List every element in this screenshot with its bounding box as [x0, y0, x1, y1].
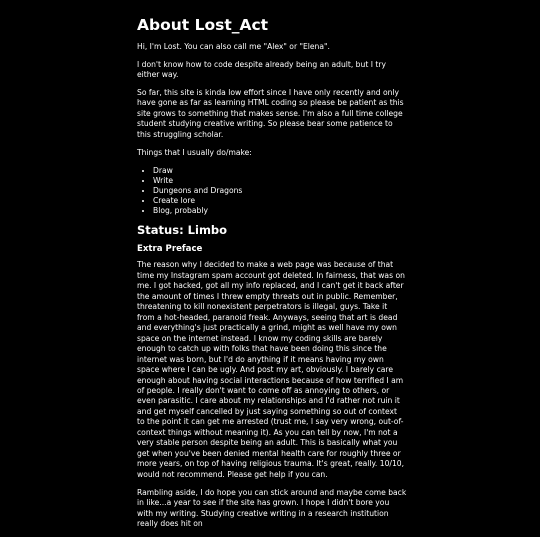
about-page [137, 0, 407, 537]
list-item: • Blog, probably [153, 206, 407, 216]
list-item: • Create lore [153, 196, 407, 206]
preface-heading: Extra Preface [137, 244, 203, 255]
list-item: • Draw [153, 166, 407, 176]
list-item: • Write [153, 176, 407, 186]
list-item: • Dungeons and Dragons [153, 186, 407, 196]
preface-paragraph: Rambling aside, I do hope you can stick around and maybe come back in like...a year to see if the site has grown. I hope I didn't bore you with my writing. Studying creative writing in a research institution really does hit on [137, 487, 407, 529]
intro-site-note: So far, this site is kinda low effort since I have only recently and only have gone as far as learning HTML coding so please be patient as this site grows to something that makes sense. I'm also a full time college student studying creative writing. So please bear some patience to this struggling scholar. [137, 88, 404, 139]
page-title: About Lost_Act [137, 16, 269, 34]
things-heading: Things that I usually do/make: [137, 147, 252, 157]
status-heading: Status: Limbo [137, 223, 228, 238]
things-list [137, 166, 407, 216]
intro-coding-note: I don't know how to code despite already being an adult, but I try either way. [137, 59, 386, 80]
preface-paragraph: The reason why I decided to make a web page was because of that time my Instagram spam account got deleted. In fairness, that was on me. I got hacked, got all my info replaced, and I can't get it back after the amount of times I threw empty threats out in public. Remember, threatening to kill nonexistent perpetrators is illegal, guys. Take it from a hot-headed, paranoid freak. Anyways, seeing that art is dead and everything's just practically a grind, might as well have my own space on the internet instead. I know my coding skills are barely enough to catch up with folks that have been doing this since the internet was born, but I'd do anything if it means having my own space where I can be ugly. And post my art, obviously. I barely care enough about having social interactions because of how terrified I am of people. I really don't want to come off as annoying to others, or even parasitic. I care about my relationships and I'd rather not ruin it and get myself cancelled by just saying something so out of context to the point it can get me arrested (trust me, I say very wrong, out-of-context things without meaning it). As you can tell by now, I'm not a very stable person despite being an adult. This is basically what you get when you've been denied mental health care for roughly three or more years, on top of having religious trauma. It's great, really. 10/10, would not recommend. Please get help if you can. [137, 260, 405, 479]
intro-greeting: Hi, I'm Lost. You can also call me "Alex" or "Elena". [137, 41, 330, 51]
scrollbar[interactable] [536, 0, 540, 405]
